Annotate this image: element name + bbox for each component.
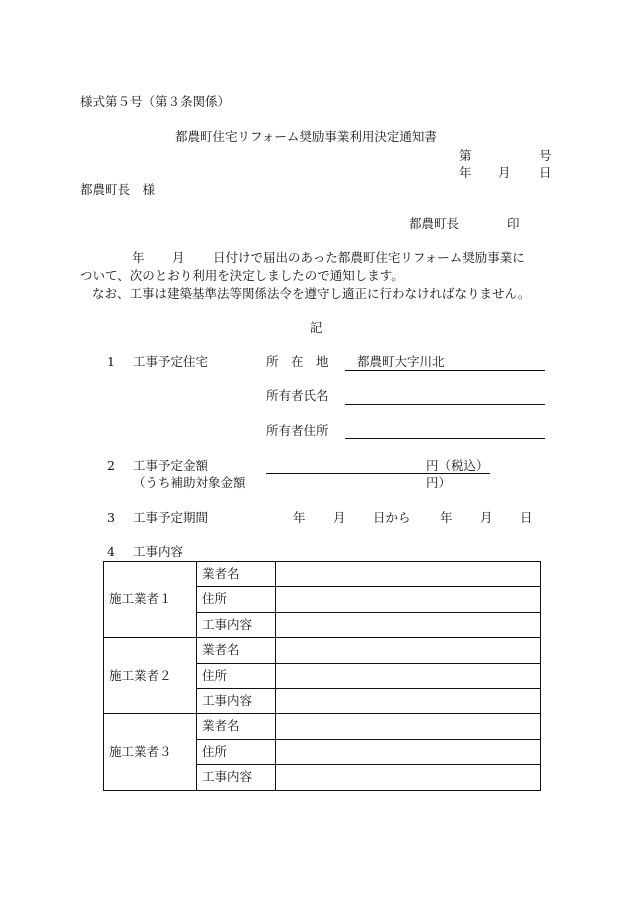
period-start-day: 日から [373, 510, 411, 525]
amount-yen-tax: 円（税込） [426, 458, 489, 473]
body-line2: ついて、次のとおり利用を決定しましたので通知します。 [80, 268, 404, 283]
date-year: 年 [459, 165, 472, 180]
contractor-3-company-label: 業者名 [197, 714, 276, 739]
item4-label: 工事内容 [133, 544, 184, 559]
item1-label: 工事予定住宅 [133, 354, 209, 369]
contractor-1-name: 施工業者１ [104, 562, 197, 638]
body-month: 月 [172, 250, 185, 265]
contractor-1-company-label: 業者名 [197, 562, 276, 587]
issuer-name: 都農町長 [409, 216, 460, 231]
location-underline [345, 370, 545, 371]
contractor-2-address-value[interactable] [276, 663, 541, 688]
amount-underline [266, 473, 490, 474]
issuer-seal: 印 [507, 216, 520, 231]
date-day: 日 [539, 165, 552, 180]
contractor-1-company-value[interactable] [276, 562, 541, 587]
period-end-month: 月 [480, 510, 493, 525]
ki-label: 記 [310, 320, 323, 335]
owner-name-label: 所有者氏名 [266, 388, 329, 403]
contractor-3-name: 施工業者３ [104, 714, 197, 790]
date-month: 月 [498, 165, 511, 180]
owner-name-underline [345, 404, 545, 405]
contractor-1-work-label: 工事内容 [197, 612, 276, 637]
body-paragraph2: なお、工事は建築基準法等関係法令を遵守し適正に行わなければなりません。 [92, 286, 531, 301]
owner-address-label: 所有者住所 [266, 423, 329, 438]
table-row [104, 562, 541, 587]
table-row [104, 714, 541, 739]
contractor-2-work-value[interactable] [276, 688, 541, 713]
doc-number-dai: 第 [459, 148, 472, 163]
contractor-table [103, 561, 541, 791]
contractor-1-address-value[interactable] [276, 587, 541, 612]
location-label: 所 在 地 [266, 354, 329, 369]
period-start-month: 月 [333, 510, 346, 525]
contractor-1-work-value[interactable] [276, 612, 541, 637]
body-year: 年 [132, 250, 145, 265]
contractor-3-work-label: 工事内容 [197, 765, 276, 790]
item2-label: 工事予定金額 [133, 458, 209, 473]
contractor-3-work-value[interactable] [276, 765, 541, 790]
contractor-2-company-value[interactable] [276, 638, 541, 663]
period-start-year: 年 [293, 510, 306, 525]
item2-sub-label: （うち補助対象金額 [133, 475, 246, 490]
contractor-2-work-label: 工事内容 [197, 688, 276, 713]
table-row [104, 638, 541, 663]
form-number: 様式第５号（第３条関係） [80, 94, 231, 109]
doc-number-gou: 号 [539, 148, 552, 163]
item2-number: 2 [107, 458, 115, 473]
item4-number: 4 [107, 544, 115, 559]
addressee: 都農町長 様 [80, 182, 156, 197]
subsidy-yen-close: 円） [426, 475, 452, 490]
contractor-2-name: 施工業者２ [104, 638, 197, 714]
contractor-3-address-label: 住所 [197, 739, 276, 764]
contractor-2-address-label: 住所 [197, 663, 276, 688]
item3-label: 工事予定期間 [133, 510, 209, 525]
owner-address-underline [345, 438, 545, 439]
document-title: 都農町住宅リフォーム奨励事業利用決定通知書 [175, 129, 437, 144]
location-value: 都農町大字川北 [357, 354, 445, 369]
item1-number: 1 [107, 354, 115, 369]
contractor-1-address-label: 住所 [197, 587, 276, 612]
contractor-3-company-value[interactable] [276, 714, 541, 739]
period-end-year: 年 [440, 510, 453, 525]
contractor-2-company-label: 業者名 [197, 638, 276, 663]
body-line1: 日付けで届出のあった都農町住宅リフォーム奨励事業に [213, 250, 525, 265]
contractor-3-address-value[interactable] [276, 739, 541, 764]
item3-number: 3 [107, 510, 115, 525]
period-end-day: 日 [520, 510, 533, 525]
